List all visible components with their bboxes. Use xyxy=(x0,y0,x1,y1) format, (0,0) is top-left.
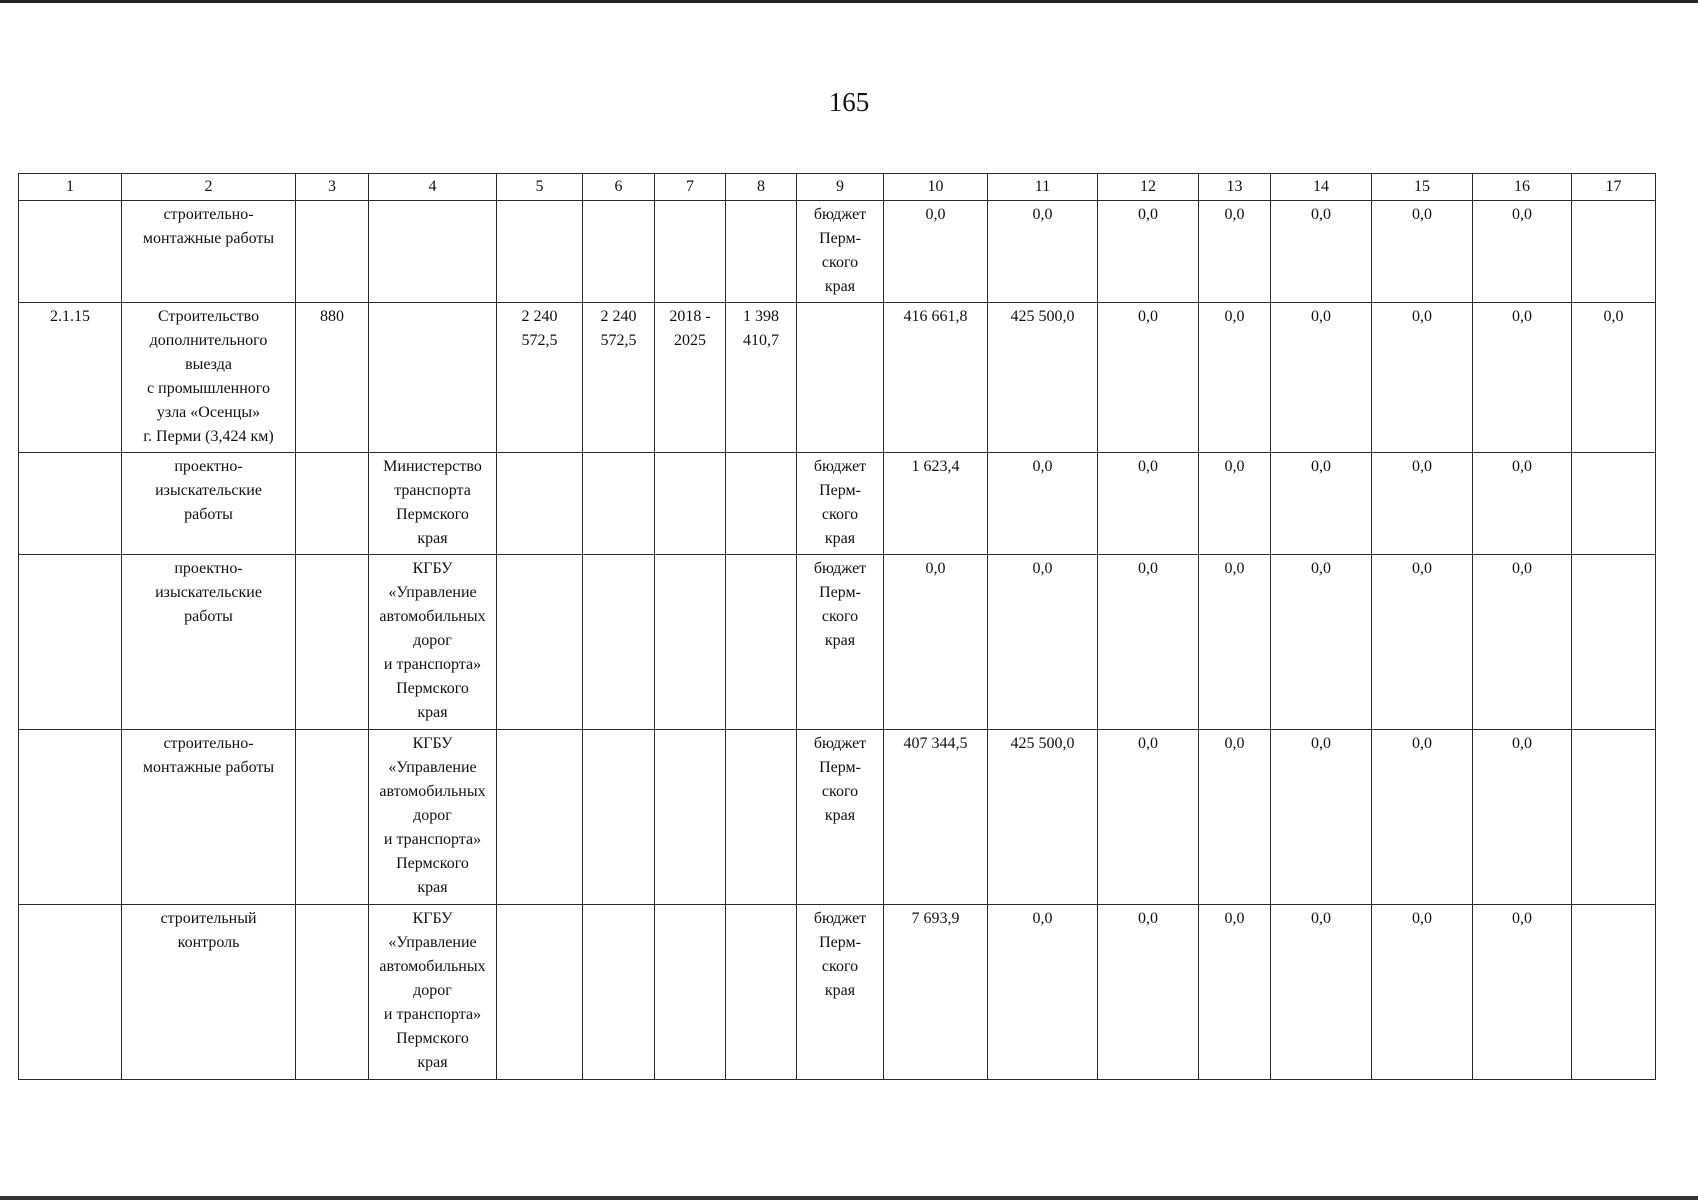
cell-text-line: изыскательские xyxy=(155,482,262,499)
cell-text-line: Перм- xyxy=(819,584,861,601)
cell-text-line: 2 240 xyxy=(521,308,558,325)
table-cell xyxy=(1271,303,1372,453)
table-cell xyxy=(726,453,797,555)
table-cell xyxy=(19,555,122,730)
table-cell xyxy=(884,730,988,905)
cell-text-line: 0,0 xyxy=(1311,308,1331,325)
table-cell xyxy=(726,905,797,1080)
table-cell xyxy=(1098,730,1199,905)
column-number-16: 16 xyxy=(1473,174,1572,201)
cell-text-line: 0,0 xyxy=(1311,206,1331,223)
cell-text-line: 0,0 xyxy=(1224,910,1245,927)
table-cell xyxy=(497,730,583,905)
table-cell xyxy=(122,730,296,905)
table-cell xyxy=(797,905,884,1080)
cell-text-line: Пермского xyxy=(396,855,469,872)
column-number-7: 7 xyxy=(655,174,726,201)
table-cell xyxy=(1098,555,1199,730)
table-cell xyxy=(884,555,988,730)
table-cell xyxy=(988,453,1098,555)
cell-text-line: строительный xyxy=(160,910,257,927)
cell-text-line: дорог xyxy=(413,982,452,999)
table-cell xyxy=(655,730,726,905)
column-number-3: 3 xyxy=(296,174,369,201)
table-cell xyxy=(988,730,1098,905)
table-cell xyxy=(296,303,369,453)
cell-text-line: монтажные работы xyxy=(142,759,275,776)
table-cell xyxy=(655,905,726,1080)
table-cell xyxy=(1372,201,1473,303)
table-cell xyxy=(583,303,655,453)
table-cell xyxy=(1098,905,1199,1080)
cell-text-line: 0,0 xyxy=(1224,458,1245,475)
cell-text-line: Перм- xyxy=(819,230,861,247)
table-cell xyxy=(369,303,497,453)
table-cell xyxy=(988,201,1098,303)
cell-text-line: 0,0 xyxy=(1224,308,1245,325)
table-header-row xyxy=(19,174,1656,201)
column-number-17: 17 xyxy=(1572,174,1656,201)
table-cell xyxy=(1572,201,1656,303)
table-cell xyxy=(797,453,884,555)
table-cell xyxy=(1199,555,1271,730)
cell-text-line: 0,0 xyxy=(1412,458,1432,475)
cell-text-line: и транспорта» xyxy=(383,831,482,848)
cell-text-line: 0,0 xyxy=(1412,308,1432,325)
column-number-10: 10 xyxy=(884,174,988,201)
table-cell xyxy=(583,905,655,1080)
cell-text-line: края xyxy=(417,704,448,721)
cell-text-line: «Управление xyxy=(388,934,477,951)
table-cell xyxy=(1199,730,1271,905)
cell-text-line: края xyxy=(824,982,856,999)
cell-text-line: дополнительного xyxy=(149,332,268,349)
cell-text-line: бюджет xyxy=(813,206,867,223)
cell-text-line: узла «Осенцы» xyxy=(156,404,261,421)
table-cell xyxy=(296,201,369,303)
table-cell xyxy=(296,555,369,730)
table-cell xyxy=(1372,555,1473,730)
table-cell xyxy=(988,303,1098,453)
table-cell xyxy=(988,555,1098,730)
table-cell xyxy=(1199,453,1271,555)
cell-text-line: 2.1.15 xyxy=(50,308,90,325)
table-cell xyxy=(884,201,988,303)
cell-text-line: выезда xyxy=(185,356,232,373)
cell-text-line: бюджет xyxy=(813,735,867,752)
table-cell xyxy=(497,303,583,453)
cell-text-line: 0,0 xyxy=(1412,560,1432,577)
cell-text-line: 425 500,0 xyxy=(1010,308,1075,325)
cell-text-line: 0,0 xyxy=(1138,560,1158,577)
cell-text-line: КГБУ xyxy=(412,560,453,577)
table-cell xyxy=(655,555,726,730)
table-cell xyxy=(726,201,797,303)
cell-text-line: ского xyxy=(821,608,859,625)
table-cell xyxy=(19,905,122,1080)
cell-text-line: 0,0 xyxy=(1032,560,1053,577)
table-cell xyxy=(583,555,655,730)
cell-text-line: 0,0 xyxy=(1512,206,1532,223)
table-cell xyxy=(1098,453,1199,555)
cell-text-line: 1 398 xyxy=(743,308,779,325)
cell-text-line: 416 661,8 xyxy=(903,308,968,325)
cell-text-line: 0,0 xyxy=(1311,458,1331,475)
table-cell xyxy=(1572,303,1656,453)
table-cell xyxy=(797,730,884,905)
table-cell xyxy=(1271,453,1372,555)
table-cell xyxy=(583,453,655,555)
table-cell xyxy=(797,201,884,303)
cell-text-line: дорог xyxy=(413,807,452,824)
cell-text-line: бюджет xyxy=(813,910,867,927)
cell-text-line: 0,0 xyxy=(1412,735,1432,752)
table-cell xyxy=(1572,905,1656,1080)
table-cell xyxy=(19,730,122,905)
cell-text-line: бюджет xyxy=(813,458,867,475)
cell-text-line: 0,0 xyxy=(925,560,946,577)
cell-text-line: 572,5 xyxy=(600,332,637,349)
cell-text-line: 407 344,5 xyxy=(903,735,968,752)
cell-text-line: 0,0 xyxy=(1311,560,1331,577)
table-cell xyxy=(1473,905,1572,1080)
cell-text-line: края xyxy=(824,807,856,824)
cell-text-line: 0,0 xyxy=(1224,206,1245,223)
table-cell xyxy=(655,201,726,303)
column-number-11: 11 xyxy=(988,174,1098,201)
table-cell xyxy=(583,201,655,303)
table-cell xyxy=(1271,555,1372,730)
cell-text-line: 0,0 xyxy=(1512,910,1532,927)
cell-text-line: края xyxy=(417,879,448,896)
table-cell xyxy=(296,730,369,905)
column-number-5: 5 xyxy=(497,174,583,201)
table-row xyxy=(19,905,1656,1080)
cell-text-line: автомобильных xyxy=(379,783,486,800)
cell-text-line: 0,0 xyxy=(1512,560,1532,577)
cell-text-line: Перм- xyxy=(819,482,861,499)
table-cell xyxy=(1098,303,1199,453)
cell-text-line: 0,0 xyxy=(1138,735,1158,752)
table-cell xyxy=(1473,201,1572,303)
table-row xyxy=(19,303,1656,453)
table-cell xyxy=(122,201,296,303)
table-cell xyxy=(122,303,296,453)
cell-text-line: ского xyxy=(821,783,859,800)
table-cell xyxy=(1271,730,1372,905)
cell-text-line: проектно- xyxy=(174,560,243,577)
cell-text-line: автомобильных xyxy=(379,608,486,625)
table-cell xyxy=(1271,201,1372,303)
cell-text-line: 2 240 xyxy=(600,308,637,325)
cell-text-line: «Управление xyxy=(388,584,477,601)
table-cell xyxy=(497,555,583,730)
cell-text-line: 0,0 xyxy=(1138,308,1158,325)
table-cell xyxy=(655,453,726,555)
cell-text-line: КГБУ xyxy=(412,910,453,927)
cell-text-line: края xyxy=(824,632,856,649)
cell-text-line: 0,0 xyxy=(1032,458,1053,475)
table-cell xyxy=(122,905,296,1080)
cell-text-line: контроль xyxy=(177,934,240,951)
cell-text-line: 2018 - xyxy=(669,308,711,325)
table-cell xyxy=(884,905,988,1080)
table-cell xyxy=(1199,201,1271,303)
cell-text-line: строительно- xyxy=(163,735,254,752)
table-cell xyxy=(1098,201,1199,303)
table-cell xyxy=(19,453,122,555)
cell-text-line: 0,0 xyxy=(1512,458,1532,475)
table-cell xyxy=(797,555,884,730)
cell-text-line: 0,0 xyxy=(1412,206,1432,223)
cell-text-line: ского xyxy=(821,254,859,271)
cell-text-line: Перм- xyxy=(819,759,861,776)
cell-text-line: 0,0 xyxy=(1138,206,1158,223)
table-cell xyxy=(497,453,583,555)
cell-text-line: дорог xyxy=(413,632,452,649)
cell-text-line: изыскательские xyxy=(155,584,262,601)
cell-text-line: 1 623,4 xyxy=(911,458,960,475)
table-cell xyxy=(1199,905,1271,1080)
cell-text-line: 410,7 xyxy=(743,332,779,349)
column-number-8: 8 xyxy=(726,174,797,201)
table-cell xyxy=(1473,730,1572,905)
cell-text-line: 0,0 xyxy=(1032,910,1053,927)
cell-text-line: Министерство xyxy=(383,458,482,475)
cell-text-line: с промышленного xyxy=(147,380,270,397)
cell-text-line: КГБУ xyxy=(412,735,453,752)
table-row xyxy=(19,555,1656,730)
table-cell xyxy=(884,303,988,453)
cell-text-line: проектно- xyxy=(174,458,243,475)
column-number-6: 6 xyxy=(583,174,655,201)
cell-text-line: работы xyxy=(184,506,233,523)
table-cell xyxy=(369,555,497,730)
cell-text-line: строительно- xyxy=(163,206,254,223)
table-cell xyxy=(1572,730,1656,905)
table-row xyxy=(19,730,1656,905)
column-number-14: 14 xyxy=(1271,174,1372,201)
table-cell xyxy=(1473,555,1572,730)
cell-text-line: 425 500,0 xyxy=(1010,735,1075,752)
cell-text-line: 7 693,9 xyxy=(911,910,960,927)
cell-text-line: ского xyxy=(821,958,859,975)
budget-table xyxy=(18,173,1656,1080)
column-number-1: 1 xyxy=(19,174,122,201)
cell-text-line: 0,0 xyxy=(1224,560,1245,577)
table-cell xyxy=(1372,453,1473,555)
cell-text-line: 0,0 xyxy=(1138,458,1158,475)
cell-text-line: 0,0 xyxy=(1311,910,1331,927)
cell-text-line: Перм- xyxy=(819,934,861,951)
table-cell xyxy=(1372,730,1473,905)
cell-text-line: Пермского xyxy=(396,506,469,523)
cell-text-line: и транспорта» xyxy=(383,656,482,673)
table-cell xyxy=(1372,905,1473,1080)
table-row xyxy=(19,201,1656,303)
column-number-13: 13 xyxy=(1199,174,1271,201)
column-number-12: 12 xyxy=(1098,174,1199,201)
cell-text-line: 0,0 xyxy=(1032,206,1053,223)
table-cell xyxy=(726,303,797,453)
cell-text-line: 0,0 xyxy=(1224,735,1245,752)
table-cell xyxy=(1199,303,1271,453)
cell-text-line: края xyxy=(417,1054,448,1071)
cell-text-line: 880 xyxy=(320,308,344,325)
table-cell xyxy=(1271,905,1372,1080)
cell-text-line: края xyxy=(417,530,448,547)
cell-text-line: транспорта xyxy=(394,482,471,499)
table-cell xyxy=(583,730,655,905)
cell-text-line: края xyxy=(824,530,856,547)
cell-text-line: Строительство xyxy=(157,308,260,325)
table-cell xyxy=(497,905,583,1080)
table-cell xyxy=(797,303,884,453)
table-row xyxy=(19,453,1656,555)
scan-top-edge xyxy=(0,0,1698,3)
column-number-4: 4 xyxy=(369,174,497,201)
cell-text-line: 0,0 xyxy=(1311,735,1331,752)
table-cell xyxy=(1372,303,1473,453)
cell-text-line: бюджет xyxy=(813,560,867,577)
table-cell xyxy=(369,905,497,1080)
table-cell xyxy=(1572,555,1656,730)
table-cell xyxy=(655,303,726,453)
cell-text-line: 0,0 xyxy=(925,206,946,223)
table-cell xyxy=(369,453,497,555)
cell-text-line: 0,0 xyxy=(1412,910,1432,927)
table-cell xyxy=(122,453,296,555)
column-number-2: 2 xyxy=(122,174,296,201)
page-number: 165 xyxy=(828,87,870,117)
cell-text-line: края xyxy=(824,278,856,295)
table-cell xyxy=(884,453,988,555)
cell-text-line: «Управление xyxy=(388,759,477,776)
cell-text-line: 0,0 xyxy=(1138,910,1158,927)
table-cell xyxy=(1473,303,1572,453)
table-cell xyxy=(369,201,497,303)
table-cell xyxy=(1473,453,1572,555)
table-cell xyxy=(19,303,122,453)
cell-text-line: 0,0 xyxy=(1603,308,1624,325)
cell-text-line: и транспорта» xyxy=(383,1006,482,1023)
table-cell xyxy=(1572,453,1656,555)
table-cell xyxy=(726,555,797,730)
table-cell xyxy=(122,555,296,730)
table-cell xyxy=(369,730,497,905)
cell-text-line: монтажные работы xyxy=(142,230,275,247)
cell-text-line: 2025 xyxy=(674,332,706,349)
table-cell xyxy=(988,905,1098,1080)
table-cell xyxy=(296,453,369,555)
table-cell xyxy=(726,730,797,905)
column-number-15: 15 xyxy=(1372,174,1473,201)
cell-text-line: Пермского xyxy=(396,1030,469,1047)
table-cell xyxy=(296,905,369,1080)
table-cell xyxy=(19,201,122,303)
cell-text-line: автомобильных xyxy=(379,958,486,975)
scan-bottom-edge xyxy=(0,1196,1698,1200)
cell-text-line: 0,0 xyxy=(1512,308,1532,325)
table-cell xyxy=(497,201,583,303)
cell-text-line: работы xyxy=(184,608,233,625)
cell-text-line: ского xyxy=(821,506,859,523)
cell-text-line: г. Перми (3,424 км) xyxy=(143,428,274,445)
column-number-9: 9 xyxy=(797,174,884,201)
cell-text-line: Пермского xyxy=(396,680,469,697)
cell-text-line: 0,0 xyxy=(1512,735,1532,752)
cell-text-line: 572,5 xyxy=(521,332,558,349)
